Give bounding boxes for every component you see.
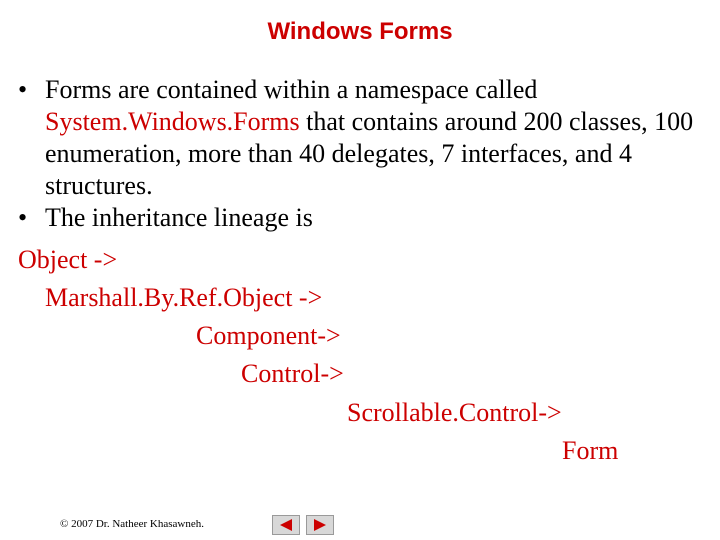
bullet-text: The inheritance lineage is <box>45 203 313 232</box>
lineage-control: Control-> <box>241 359 344 388</box>
previous-slide-button[interactable] <box>272 515 300 535</box>
lineage-marshall-by-ref-object: Marshall.By.Ref.Object -> <box>45 283 323 312</box>
lineage-component: Component-> <box>196 321 341 350</box>
slide-body <box>18 74 708 234</box>
bullet-text-before: Forms are contained within a namespace called <box>45 75 538 104</box>
next-slide-button[interactable] <box>306 515 334 535</box>
lineage-object: Object -> <box>18 245 118 274</box>
bullet-text-after: that contains around 200 classes, 100 enumeration, more than 40 delegates, 7 interfaces, and 4 structures. <box>45 107 694 200</box>
lineage-form: Form <box>562 436 619 465</box>
bullet-icon: • <box>18 75 28 104</box>
nav-buttons <box>272 515 334 535</box>
slide-title: Windows Forms <box>267 18 453 45</box>
lineage-scrollable-control: Scrollable.Control-> <box>347 398 562 427</box>
bullet-item-namespace <box>18 74 708 202</box>
previous-arrow-icon <box>278 518 294 532</box>
footer-copyright: © 2007 Dr. Natheer Khasawneh. <box>60 518 204 530</box>
namespace-highlight: System.Windows.Forms <box>45 107 300 136</box>
bullet-item-lineage <box>18 202 708 234</box>
bullet-icon: • <box>18 203 28 232</box>
next-arrow-icon <box>312 518 328 532</box>
